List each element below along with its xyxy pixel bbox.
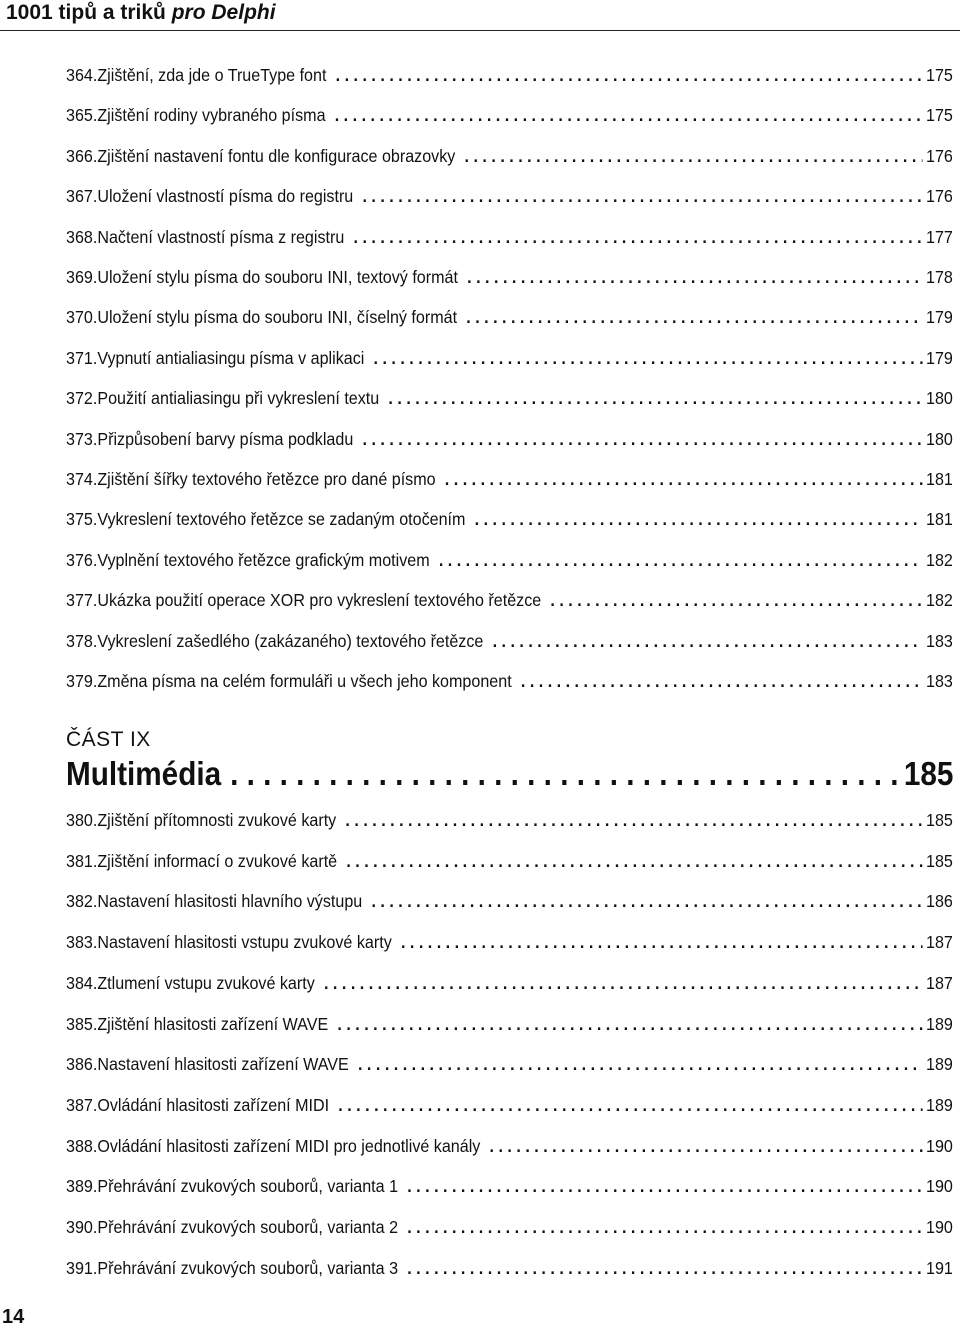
toc-entry-title: Vypnutí antialiasingu písma v aplikaci [97,347,365,368]
toc-entry-title: Přehrávání zvukových souborů, varianta 3 [97,1257,399,1278]
toc-entry-title: Ovládání hlasitosti zařízení MIDI pro jednotlivé kanály [97,1135,481,1156]
toc-entry [66,630,953,652]
dot-leader [445,468,923,490]
toc-entry-number: 376. [66,549,98,570]
toc-entry [66,931,953,953]
toc-entry-title: Zjištění nastavení fontu dle konfigurace obrazovky [97,145,456,166]
toc-entry [66,549,953,571]
toc-entry-title: Ovládání hlasitosti zařízení MIDI [97,1094,330,1115]
toc-entry-page: 187 [926,972,953,993]
toc-entry [66,185,953,207]
toc-entry-page: 176 [926,145,953,166]
toc-entry [66,1175,953,1197]
toc-entry-number: 375. [66,509,98,530]
toc-entry-title: Ukázka použití operace XOR pro vykreslení textového řetězce [97,590,542,611]
dot-leader [521,670,922,692]
toc-entry-page: 185 [926,850,953,871]
book-title-series: pro Delphi [171,1,276,24]
toc-entry-page: 179 [926,307,953,328]
toc-entry [66,104,953,126]
toc-entry-page: 182 [926,549,953,570]
toc-entry [66,670,953,692]
toc-entry [66,1135,953,1157]
toc-entry-number: 365. [66,105,98,126]
dot-leader [467,266,922,288]
toc-entry-number: 381. [66,850,98,871]
toc-entry-page: 191 [926,1257,953,1278]
toc-entry-title: Zjištění hlasitosti zařízení WAVE [97,1013,329,1034]
page-number: 14 [2,1306,25,1328]
toc-entry [66,145,953,167]
toc-entry-page: 176 [926,186,953,207]
toc-entry-number: 374. [66,469,98,489]
toc-entry-title: Vykreslení textového řetězce se zadaným otočením [97,509,466,530]
toc-entry-title: Přizpůsobení barvy písma podkladu [97,428,354,449]
toc-entry-page: 186 [926,891,953,912]
toc-entry-page: 183 [926,630,953,651]
toc-entry-number: 367. [66,186,98,207]
dot-leader [374,347,923,369]
toc-entry [66,1094,953,1116]
toc-entry-number: 370. [66,307,98,328]
dot-leader [466,306,922,328]
toc-entry [66,890,953,912]
toc-entry-title: Načtení vlastností písma z registru [97,226,345,247]
book-title [6,1,276,25]
dot-leader [401,931,922,953]
toc-entry-number: 377. [66,590,98,611]
part-page: 185 [903,755,954,792]
toc-entry-number: 385. [66,1013,98,1034]
toc-entry-page: 182 [926,590,953,611]
part-label: ČÁST IX [66,728,151,751]
toc-entry [66,226,953,248]
toc-entry-title: Nastavení hlasitosti vstupu zvukové karty [97,932,392,953]
toc-entry [66,508,953,530]
toc-entry [66,347,953,369]
toc-entry-page: 179 [926,347,953,368]
toc-entry-number: 379. [66,671,98,691]
toc-entry-number: 387. [66,1094,98,1115]
toc-entry-number: 391. [66,1257,98,1278]
toc-entry-number: 371. [66,347,98,368]
toc-entry-page: 177 [926,226,953,247]
dot-leader [337,1013,922,1035]
toc-entry [66,468,953,490]
toc-entry-number: 389. [66,1176,98,1197]
toc-entry-title: Uložení vlastností písma do registru [97,186,354,207]
dot-leader [324,972,922,994]
toc-entry-number: 364. [66,65,98,85]
toc-entry [66,266,953,288]
dot-leader [336,64,923,86]
dot-leader [335,104,923,126]
toc-entry [66,1013,953,1035]
dot-leader [490,1135,923,1157]
toc-entry-title: Změna písma na celém formuláři u všech jeho komponent [97,671,512,691]
toc-entry-number: 380. [66,810,98,830]
toc-entry-number: 390. [66,1217,98,1237]
toc-entry-page: 189 [926,1094,953,1115]
toc-entry-title: Zjištění přítomnosti zvukové karty [97,810,337,830]
toc-entry-title: Nastavení hlasitosti zařízení WAVE [97,1054,349,1075]
toc-entry-number: 373. [66,428,98,449]
toc-entry-title: Vykreslení zašedlého (zakázaného) textového řetězce [97,630,484,651]
toc-entry [66,589,953,611]
toc-entry-page: 190 [926,1217,953,1237]
toc-entry [66,850,953,872]
toc-entry-number: 388. [66,1135,98,1156]
toc-entry-title: Zjištění, zda jde o TrueType font [97,65,327,85]
book-title-main: 1001 tipů a triků [6,1,172,24]
toc-entry [66,387,953,409]
toc-entry-title: Nastavení hlasitosti hlavního výstupu [97,891,363,912]
toc-entry-title: Uložení stylu písma do souboru INI, číselný formát [97,307,458,328]
dot-leader [371,890,922,912]
dot-leader [550,589,922,611]
toc-entry-title: Zjištění rodiny vybraného písma [97,105,326,126]
toc-entry-page: 189 [926,1054,953,1075]
toc-entry-page: 189 [926,1013,953,1034]
toc-entry [66,809,953,831]
dot-leader [338,1094,922,1116]
toc-entry [66,428,953,450]
toc-entry-title: Zjištění šířky textového řetězce pro dané písmo [97,469,436,489]
toc-entry-title: Přehrávání zvukových souborů, varianta 2 [97,1217,399,1237]
toc-entry-number: 382. [66,891,98,912]
toc-entry-number: 384. [66,972,98,993]
toc-entry-page: 185 [926,810,953,830]
toc-entry-title: Vyplnění textového řetězce grafickým motivem [97,549,430,570]
dot-leader [354,226,923,248]
toc-entry-number: 368. [66,226,98,247]
toc-entry-page: 187 [926,932,953,953]
toc-entry-number: 369. [66,267,98,287]
dot-leader [358,1053,922,1075]
dot-leader [362,185,922,207]
dot-leader [407,1216,922,1238]
toc-entry-page: 175 [926,65,953,85]
toc-entry-page: 180 [926,388,953,409]
toc-entry-page: 178 [926,267,953,287]
toc-entry-number: 386. [66,1054,98,1075]
dot-leader [475,508,923,530]
dot-leader [345,809,922,831]
toc-entry-page: 190 [926,1135,953,1156]
toc-entry-page: 183 [926,671,953,691]
toc-entry [66,306,953,328]
running-header [0,0,960,31]
toc-entry-page: 190 [926,1176,953,1197]
toc-entry-page: 175 [926,105,953,126]
dot-leader [362,428,922,450]
dot-leader [407,1175,922,1197]
toc-entry-title: Uložení stylu písma do souboru INI, textový formát [97,267,458,287]
toc-entry [66,972,953,994]
toc-entry-title: Zjištění informací o zvukové kartě [97,850,338,871]
dot-leader [439,549,923,571]
dot-leader [230,755,900,793]
dot-leader [493,630,923,652]
toc-entry-page: 181 [926,469,953,489]
toc-entry-number: 378. [66,630,98,651]
dot-leader [407,1257,922,1279]
toc-entry-title: Ztlumení vstupu zvukové karty [97,972,315,993]
part-heading [66,755,953,793]
toc-entry-number: 383. [66,932,98,953]
dot-leader [388,387,922,409]
part-title: Multimédia [66,755,222,792]
dot-leader [465,145,923,167]
toc-entry [66,64,953,86]
toc-entry [66,1216,953,1238]
toc-entry-page: 181 [926,509,953,530]
toc-entry [66,1257,953,1279]
toc-entry [66,1053,953,1075]
toc-entry-title: Přehrávání zvukových souborů, varianta 1 [97,1176,399,1197]
dot-leader [346,850,922,872]
toc-entry-number: 372. [66,388,98,409]
toc-entry-number: 366. [66,145,98,166]
toc-entry-title: Použití antialiasingu při vykreslení textu [97,388,380,409]
toc-entry-page: 180 [926,428,953,449]
